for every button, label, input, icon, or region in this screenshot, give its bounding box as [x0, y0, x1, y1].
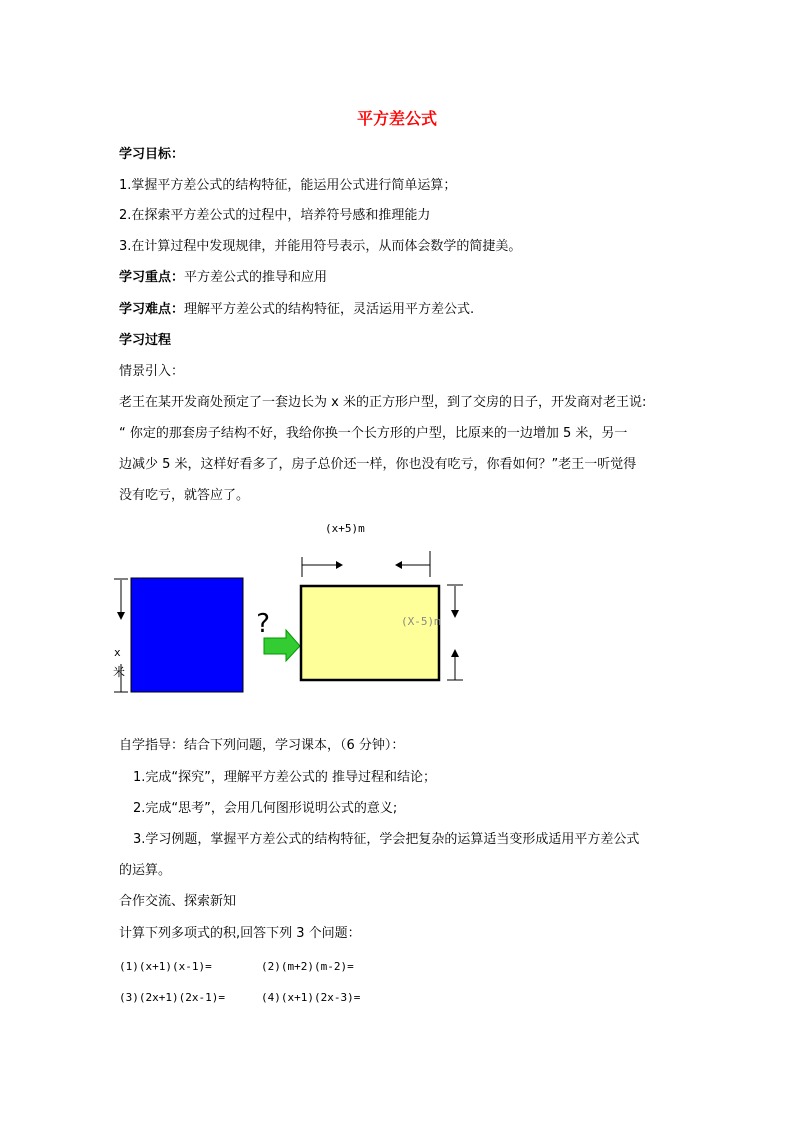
- difficulty-label: 学习难点：: [119, 302, 185, 317]
- scene-line: 老王在某开发商处预定了一套边长为 x 米的正方形户型，到了交房的日子，开发商对老王说:: [119, 395, 647, 410]
- objective-item: 3.在计算过程中发现规律，并能用符号表示，从而体会数学的简捷美。: [119, 239, 522, 254]
- guide-item: 2.完成“思考”，会用几何图形说明公式的意义;: [133, 801, 398, 816]
- guide-item: 3.学习例题，掌握平方差公式的结构特征，学会把复杂的运算适当变形成适用平方差公式: [133, 832, 640, 847]
- guide-continuation: 的运算。: [119, 863, 172, 878]
- arrowhead-icon: [117, 612, 125, 620]
- width-label: (x+5)m: [325, 522, 365, 535]
- exercise-2: (2)(m+2)(m-2)=: [261, 960, 354, 973]
- key-point-text: 平方差公式的推导和应用: [184, 270, 328, 285]
- yellow-rectangle: [301, 586, 439, 680]
- arrowhead-icon: [451, 610, 459, 618]
- objectives-heading: 学习目标：: [119, 147, 185, 162]
- side-label-x: x: [114, 646, 121, 659]
- scene-line: 边减少 5 米，这样好看多了，房子总价还一样，你也没有吃亏，你看如何？”老王一听觉得: [119, 457, 637, 472]
- key-point-label: 学习重点：: [119, 270, 185, 285]
- scene-line: 没有吃亏，就答应了。: [119, 488, 250, 503]
- arrowhead-icon: [451, 649, 459, 657]
- height-label: (X-5)m: [401, 615, 441, 628]
- arrowhead-icon: [336, 561, 343, 569]
- blue-square: [131, 578, 243, 692]
- arrowhead-icon: [395, 561, 402, 569]
- exercise-3: (3)(2x+1)(2x-1)=: [119, 991, 225, 1004]
- guide-item: 1.完成“探究”，理解平方差公式的 推导过程和结论；: [133, 770, 437, 785]
- scene-line: “ 你定的那套房子结构不好，我给你换一个长方形的户型，比原来的一边增加 5 米，另一: [119, 426, 628, 441]
- page-title: 平方差公式: [356, 109, 437, 128]
- process-heading: 学习过程: [119, 333, 172, 348]
- scene-heading: 情景引入：: [119, 364, 185, 379]
- cooperate-instruction: 计算下列多项式的积,回答下列 3 个问题：: [119, 926, 361, 941]
- exercise-4: (4)(x+1)(2x-3)=: [261, 991, 361, 1004]
- guide-heading: 自学指导：结合下列问题，学习课本，（6 分钟）：: [119, 738, 405, 753]
- side-label-meter: 米: [113, 665, 126, 679]
- difficulty-text: 理解平方差公式的结构特征，灵活运用平方差公式.: [184, 302, 475, 317]
- exercise-1: (1)(x+1)(x-1)=: [119, 960, 212, 973]
- cooperate-heading: 合作交流、探索新知: [119, 894, 237, 909]
- objective-item: 1.掌握平方差公式的结构特征，能运用公式进行简单运算；: [119, 178, 457, 193]
- objective-item: 2.在探索平方差公式的过程中，培养符号感和推理能力: [119, 208, 431, 223]
- question-mark: ?: [255, 609, 271, 639]
